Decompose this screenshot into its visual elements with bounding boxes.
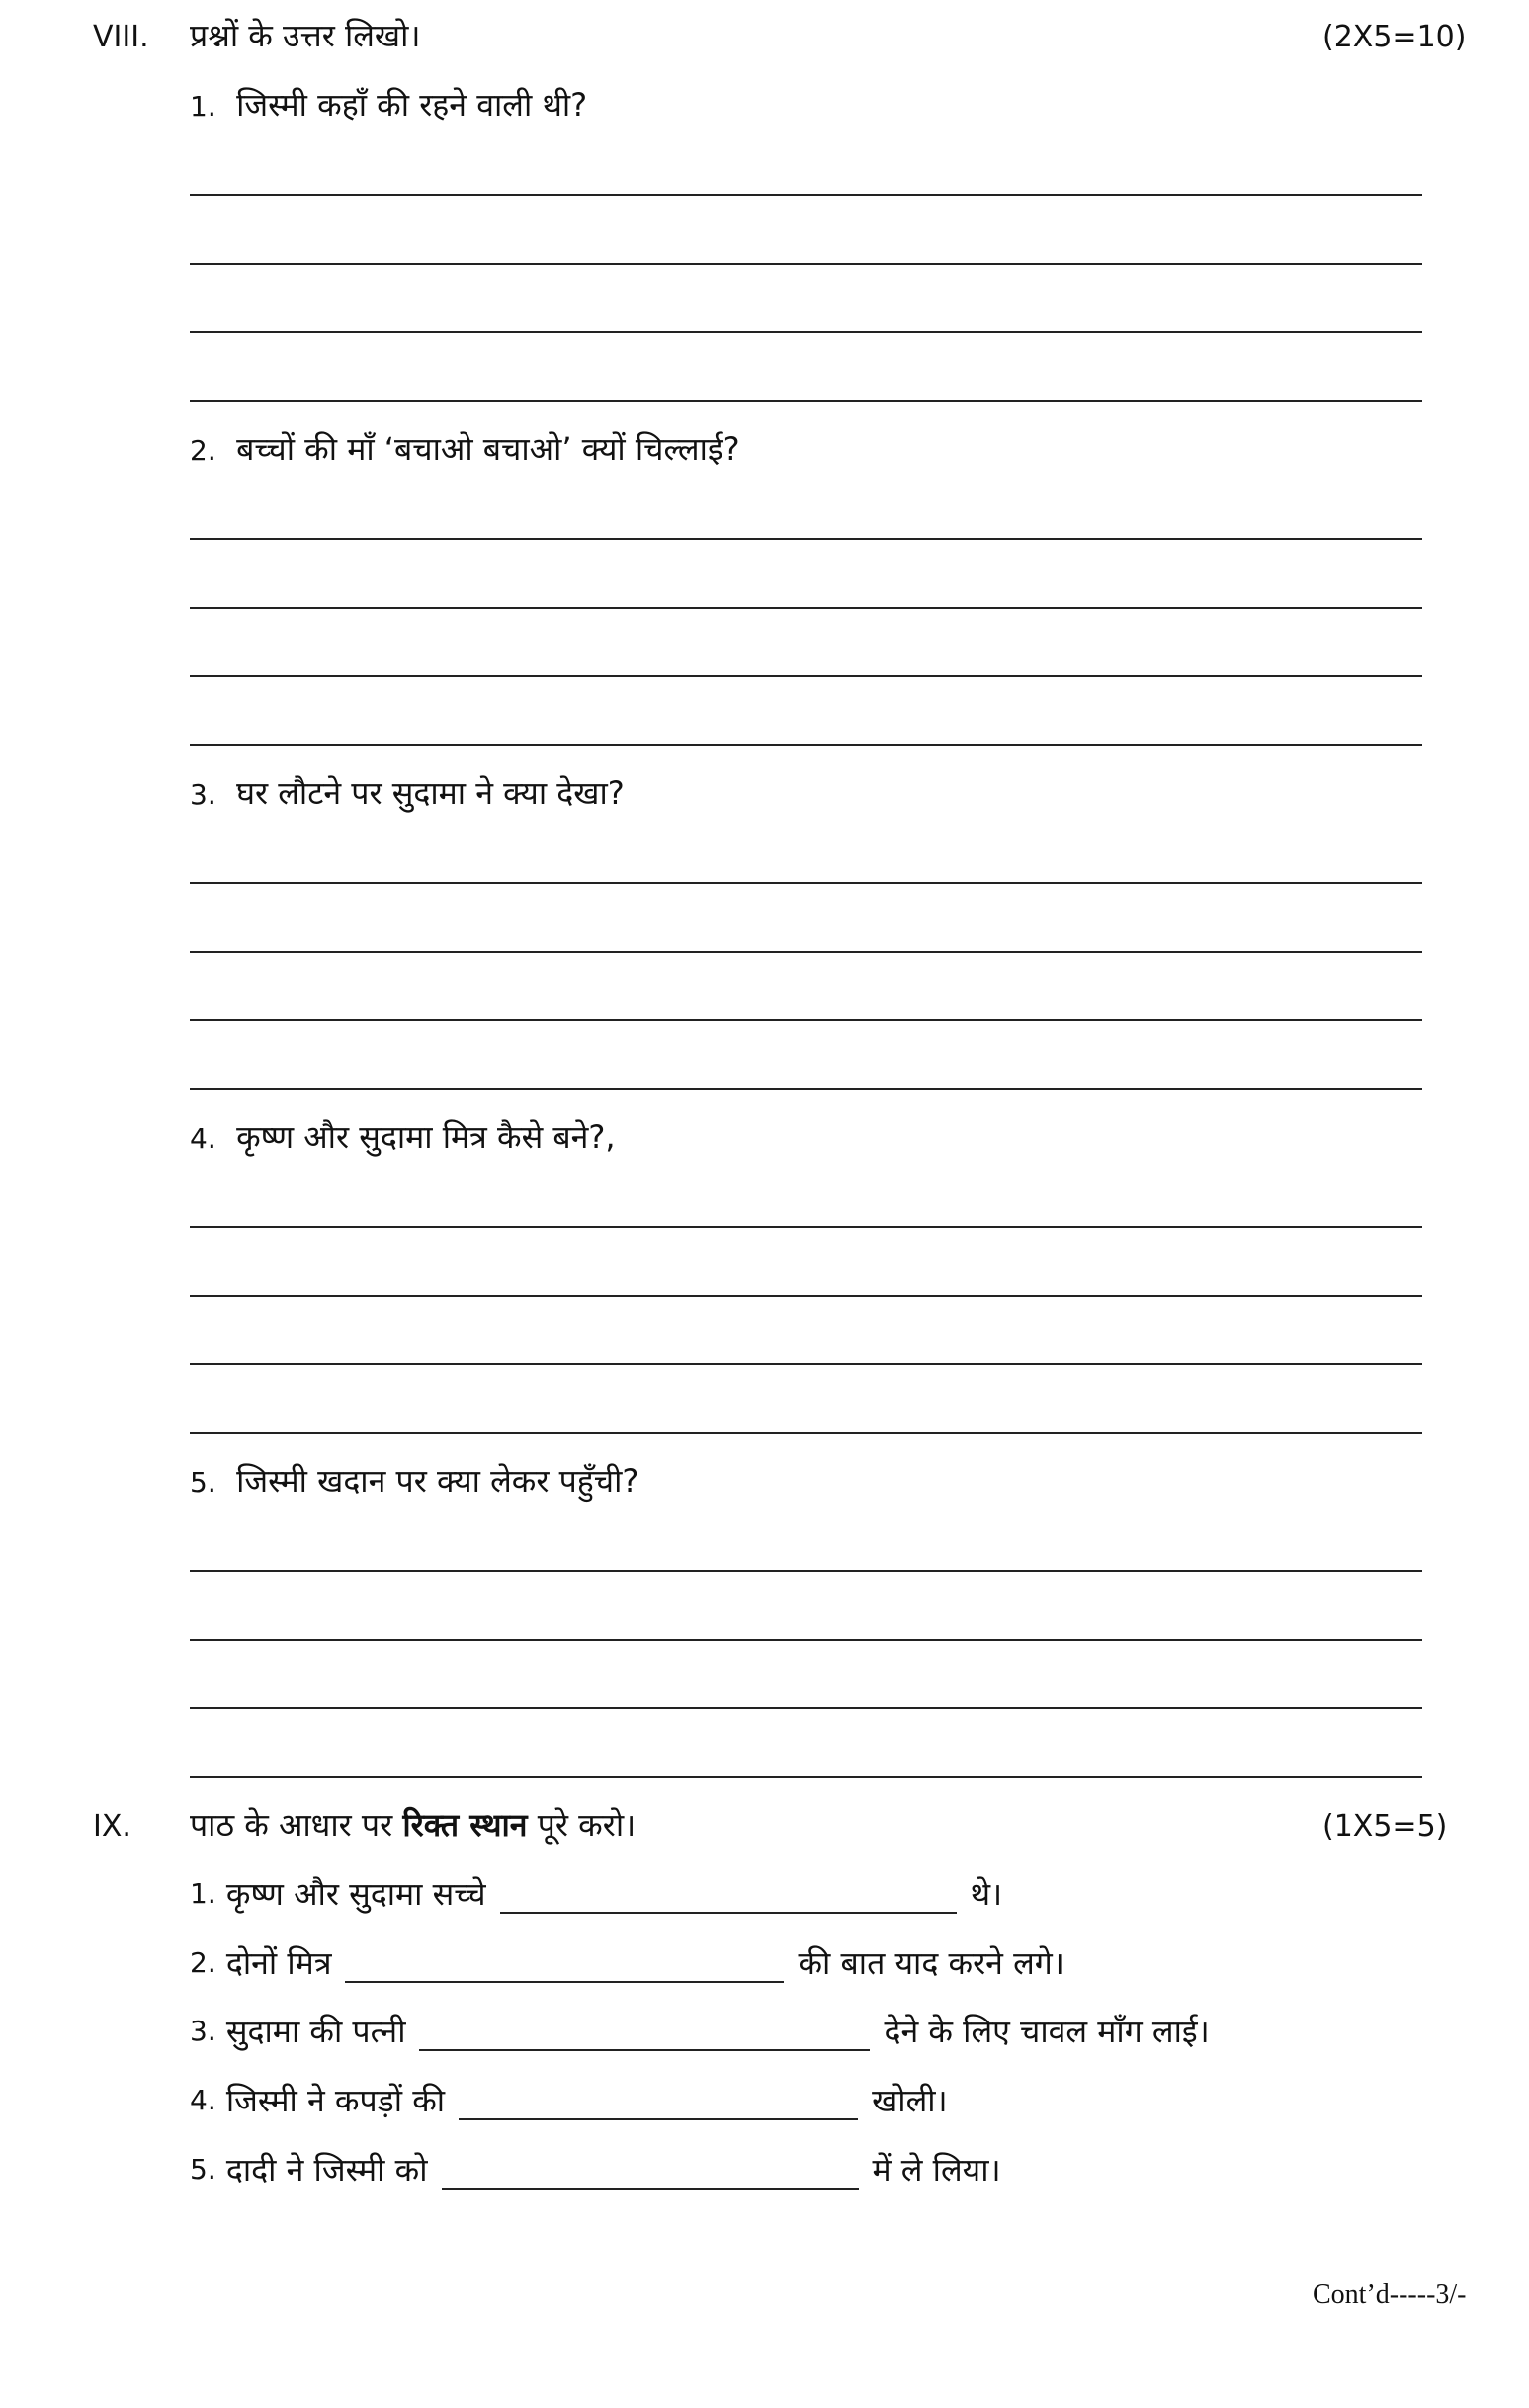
blank-field[interactable] (500, 1882, 957, 1914)
answer-line[interactable] (190, 263, 1422, 265)
answer-line[interactable] (190, 1363, 1422, 1365)
answer-line[interactable] (190, 400, 1422, 402)
item-text-before: जिस्मी ने कपड़ों की (225, 2082, 446, 2119)
blank-field[interactable] (459, 2089, 858, 2120)
answer-line[interactable] (190, 675, 1422, 677)
answer-line[interactable] (190, 1570, 1422, 1572)
section-9-title-before: पाठ के आधार पर (190, 1806, 393, 1844)
answer-line[interactable] (190, 1226, 1422, 1228)
answer-line[interactable] (190, 1295, 1422, 1297)
answer-line[interactable] (190, 1639, 1422, 1641)
answer-line[interactable] (190, 951, 1422, 953)
blank-field[interactable] (345, 1951, 784, 1983)
answer-line[interactable] (190, 882, 1422, 884)
answer-line[interactable] (190, 331, 1422, 333)
question-number: 1. (190, 90, 216, 123)
item-number: 5. (190, 2153, 216, 2186)
item-number: 3. (190, 2015, 216, 2047)
answer-line[interactable] (190, 1019, 1422, 1021)
section-8-marks: (2X5=10) (1322, 20, 1467, 54)
fill-blank-item (190, 1874, 1002, 1914)
section-9-title-after: पूरे करो। (537, 1806, 637, 1844)
question-text: घर लौटने पर सुदामा ने क्या देखा? (236, 774, 625, 812)
blank-field[interactable] (442, 2158, 859, 2190)
question-number: 4. (190, 1122, 216, 1155)
section-8-title: प्रश्नों के उत्तर लिखो। (190, 17, 421, 54)
answer-line[interactable] (190, 1088, 1422, 1090)
fill-blank-item (190, 2081, 948, 2120)
answer-line[interactable] (190, 1776, 1422, 1778)
answer-line[interactable] (190, 607, 1422, 609)
answer-line[interactable] (190, 744, 1422, 746)
question (190, 429, 740, 471)
question (190, 1117, 616, 1159)
answer-line[interactable] (190, 538, 1422, 540)
item-text-before: दादी ने जिस्मी को (225, 2151, 428, 2189)
item-text-before: कृष्ण और सुदामा सच्चे (225, 1875, 486, 1913)
question-text: जिस्मी कहाँ की रहने वाली थी? (236, 86, 588, 124)
question-text: बच्चों की माँ ‘बचाओ बचाओ’ क्यों चिल्लाई? (236, 430, 740, 468)
question-number: 2. (190, 434, 216, 467)
question-number: 5. (190, 1466, 216, 1499)
item-text-after: खोली। (872, 2082, 948, 2119)
question (190, 773, 625, 815)
section-9-title-bold: रिक्त स्थान (402, 1806, 528, 1844)
question (190, 85, 587, 127)
question (190, 1461, 638, 1503)
answer-line[interactable] (190, 194, 1422, 196)
section-9-marks: (1X5=5) (1322, 1809, 1448, 1844)
fill-blank-item (190, 2150, 1001, 2190)
section-9-number: IX. (93, 1809, 131, 1844)
item-text-before: सुदामा की पत्नी (225, 2013, 406, 2050)
item-text-before: दोनों मित्र (225, 1944, 332, 1982)
continued-note: Cont’d-----3/- (1313, 2279, 1467, 2310)
item-text-after: की बात याद करने लगे। (798, 1944, 1064, 1982)
answer-line[interactable] (190, 1707, 1422, 1709)
answer-line[interactable] (190, 1432, 1422, 1434)
section-8-number: VIII. (93, 20, 149, 54)
item-text-after: में ले लिया। (872, 2151, 1001, 2189)
blank-field[interactable] (419, 2020, 870, 2051)
fill-blank-item (190, 1943, 1064, 1983)
item-number: 4. (190, 2084, 216, 2116)
item-text-after: थे। (970, 1875, 1003, 1913)
fill-blank-item (190, 2012, 1210, 2051)
question-text: कृष्ण और सुदामा मित्र कैसे बने?, (236, 1118, 616, 1156)
question-text: जिस्मी खदान पर क्या लेकर पहुँची? (236, 1462, 639, 1500)
item-number: 2. (190, 1946, 216, 1979)
question-number: 3. (190, 778, 216, 811)
item-text-after: देने के लिए चावल माँग लाई। (884, 2013, 1210, 2050)
section-9-title (190, 1805, 636, 1845)
item-number: 1. (190, 1877, 216, 1910)
